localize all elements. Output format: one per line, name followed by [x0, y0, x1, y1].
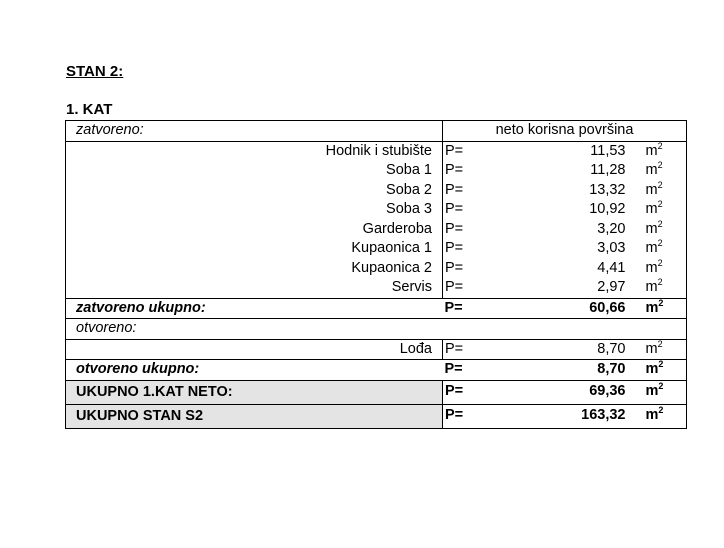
unit-label: $m^2$ [628, 360, 687, 381]
p-symbol: P= [445, 181, 464, 198]
unit-label: $m^2$ [628, 200, 687, 220]
room-name: Kupaonica 2 [66, 259, 443, 279]
unit-label: $m^2$ [628, 380, 687, 404]
p-symbol: P= [445, 279, 464, 295]
unit-label: $m^2$ [628, 339, 687, 360]
open-total-label: otvoreno ukupno: [66, 360, 443, 381]
floor-title: 1. KAT [66, 101, 113, 118]
unit-label: $m^2$ [628, 278, 687, 298]
p-symbol: P= [443, 339, 513, 360]
unit-label: $m^2$ [628, 404, 687, 428]
p-symbol: P= [445, 162, 464, 178]
table-row [66, 259, 687, 279]
unit-label: $m^2$ [628, 181, 687, 201]
floor-total-value: 69,36 [513, 380, 628, 404]
room-area-value: 4,41 [597, 259, 626, 276]
floor-total-row [66, 380, 687, 404]
room-area-value: 11,28 [590, 162, 626, 178]
room-name: Kupaonica 1 [66, 239, 443, 259]
room-area-value: 3,03 [597, 240, 626, 256]
apartment-total-value: 163,32 [513, 404, 628, 428]
room-name: Servis [66, 278, 443, 298]
unit-label: $m^2$ [628, 298, 687, 319]
area-table [65, 120, 687, 429]
table-row [66, 239, 687, 259]
room-name: Soba 3 [66, 200, 443, 220]
room-name: Soba 2 [66, 181, 443, 201]
p-symbol: P= [443, 380, 513, 404]
floor-total-label: UKUPNO 1.KAT NETO: [66, 380, 443, 404]
unit-label: $m^2$ [628, 220, 687, 240]
unit-label: $m^2$ [628, 141, 687, 161]
table-row [66, 278, 687, 298]
table-row [66, 161, 687, 181]
apartment-total-row [66, 404, 687, 428]
room-area-value: 13,32 [589, 181, 626, 198]
p-symbol: P= [445, 259, 464, 276]
room-area-value: 2,97 [597, 279, 626, 295]
room-name: Hodnik i stubište [66, 141, 443, 161]
room-area-value: 3,20 [597, 220, 626, 237]
closed-total-label: zatvoreno ukupno: [66, 298, 443, 319]
table-row [66, 200, 687, 220]
open-total-row [66, 360, 687, 381]
table-row [66, 141, 687, 161]
room-name: Garderoba [66, 220, 443, 240]
apartment-title: STAN 2: [66, 63, 124, 80]
table-row [66, 181, 687, 201]
p-symbol: P= [443, 360, 513, 381]
p-symbol: P= [445, 240, 464, 256]
closed-total-row [66, 298, 687, 319]
p-symbol: P= [443, 141, 513, 161]
table-header-row [66, 121, 687, 142]
table-row [66, 339, 687, 360]
open-total-value: 8,70 [513, 360, 628, 381]
room-area-value: 11,53 [513, 141, 628, 161]
p-symbol: P= [443, 298, 513, 319]
room-area-value: 8,70 [513, 339, 628, 360]
unit-label: $m^2$ [628, 161, 687, 181]
unit-label: $m^2$ [628, 239, 687, 259]
closed-total-value: 60,66 [513, 298, 628, 319]
open-section-label: otvoreno: [66, 319, 687, 340]
area-column-header: neto korisna površina [443, 121, 687, 142]
closed-section-label: zatvoreno: [66, 121, 443, 142]
apartment-total-label: UKUPNO STAN S2 [66, 404, 443, 428]
table-row [66, 220, 687, 240]
p-symbol: P= [443, 404, 513, 428]
room-area-value: 10,92 [589, 201, 626, 217]
unit-label: $m^2$ [628, 259, 687, 279]
p-symbol: P= [445, 220, 464, 237]
room-name: Soba 1 [66, 161, 443, 181]
p-symbol: P= [445, 201, 464, 217]
open-section-row [66, 319, 687, 340]
room-name: Lođa [66, 339, 443, 360]
